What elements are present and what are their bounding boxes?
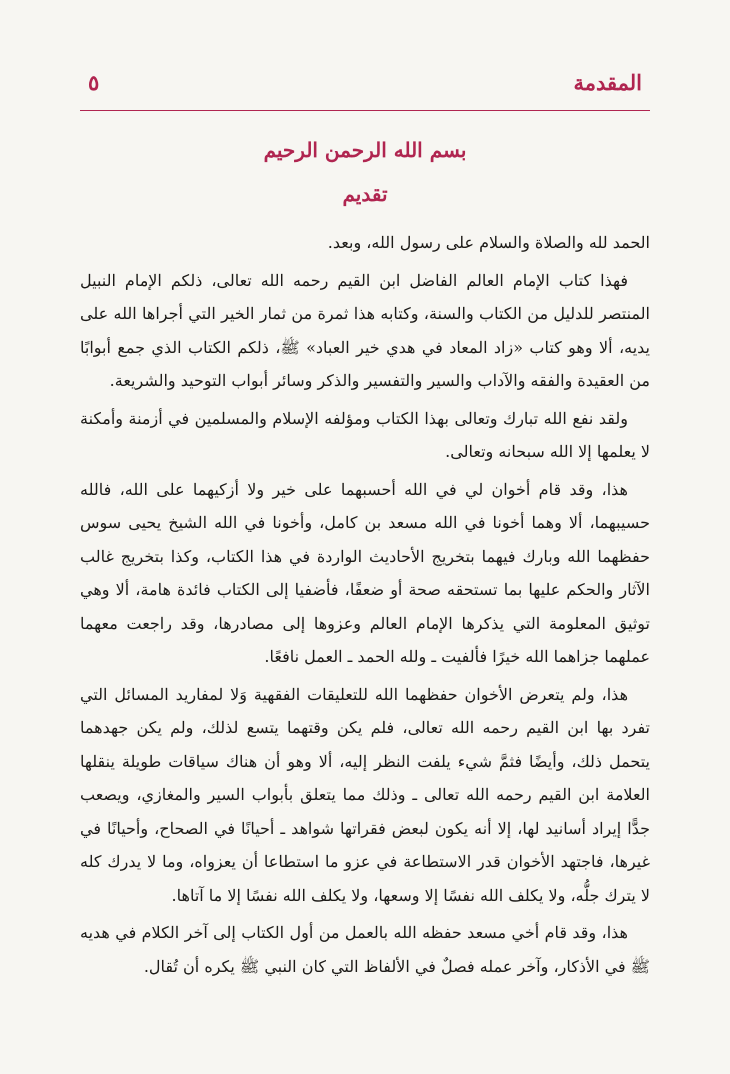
- basmala-heading: بسم الله الرحمن الرحيم: [263, 138, 467, 162]
- section-title: تقديم: [342, 182, 388, 206]
- page-number: ٥: [88, 70, 100, 95]
- paragraph-5: هذا، ولم يتعرض الأخوان حفظهما الله للتعليقات الفقهية وَلا لمفاريد المسائل التي تفرد بها ابن القيم رحمه الله تعالى، فلم يكن وقتهما يتسع لذلك، ولم يكن جهدهما يتحمل ذلك، وأيضًا فثمَّ شيء يلفت النظر إليه، ألا وهو أن هناك سياقات طويلة ينقلها العلامة ابن القيم رحمه الله تعالى ـ وذلك مما يتعلق بأبواب السير والمغازي، ويصعب جدًّا إيراد أسانيد لها، إلا أنه يكون لبعض فقراتها شواهد ـ أحيانًا في الصحاح، وأحيانًا في غيرها، فاجتهد الأخوان قدر الاستطاعة في عزو ما استطاعا أن يعزواه، وما لا يدرك كله لا يترك جلُّه، ولا يكلف الله نفسًا إلا وسعها، ولا يكلف الله نفسًا إلا ما آتاها.: [80, 684, 650, 905]
- header-rule: [80, 110, 650, 111]
- paragraph-3: ولقد نفع الله تبارك وتعالى بهذا الكتاب ومؤلفه الإسلام والمسلمين في أزمنة وأمكنة لا يعلمها إلا الله سبحانه وتعالى.: [80, 408, 650, 461]
- paragraph-6: هذا، وقد قام أخي مسعد حفظه الله بالعمل من أول الكتاب إلى آخر الكلام في هديه ﷺ في الأذكار، وآخر عمله فصلٌ في الألفاظ التي كان النبي ﷺ يكره أن تُقال.: [80, 923, 650, 976]
- paragraph-4: هذا، وقد قام أخوان لي في الله أحسبهما على خير ولا أزكيهما على الله، فالله حسيبهما، ألا وهما أخونا في الله مسعد بن كامل، وأخونا في الله الشيخ يحيى سوس حفظهما الله وبارك فيهما بتخريج الأحاديث الواردة في هذا الكتاب، وكذا بتخريج غالب الآثار والحكم عليها بما تستحقه صحة أو ضعفًا، فأضفيا إلى الكتاب فائدة هامة، ألا وهي توثيق المعلومة التي يذكرها الإمام العالم وعزوها إلى مصادرها، وقد راجعت معهما عملهما جزاهما الله خيرًا فألفيت ـ ولله الحمد ـ العمل نافعًا.: [80, 479, 650, 666]
- running-header-title: المقدمة: [573, 70, 642, 95]
- paragraph-1: الحمد لله والصلاة والسلام على رسول الله، وبعد.: [327, 233, 650, 252]
- body-text: [80, 226, 650, 987]
- paragraph-2: فهذا كتاب الإمام العالم الفاضل ابن القيم رحمه الله تعالى، ذلكم الإمام النبيل المنتصر للدليل من الكتاب والسنة، وكتابه هذا ثمرة من ثمار الخير التي أجراها الله على يديه، ألا وهو كتاب «زاد المعاد في هدي خير العباد» ﷺ، ذلكم الكتاب الذي جمع أبوابًا من العقيدة والفقه والآداب والسير والتفسير والذكر وسائر أبواب التوحيد والشريعة.: [80, 270, 651, 390]
